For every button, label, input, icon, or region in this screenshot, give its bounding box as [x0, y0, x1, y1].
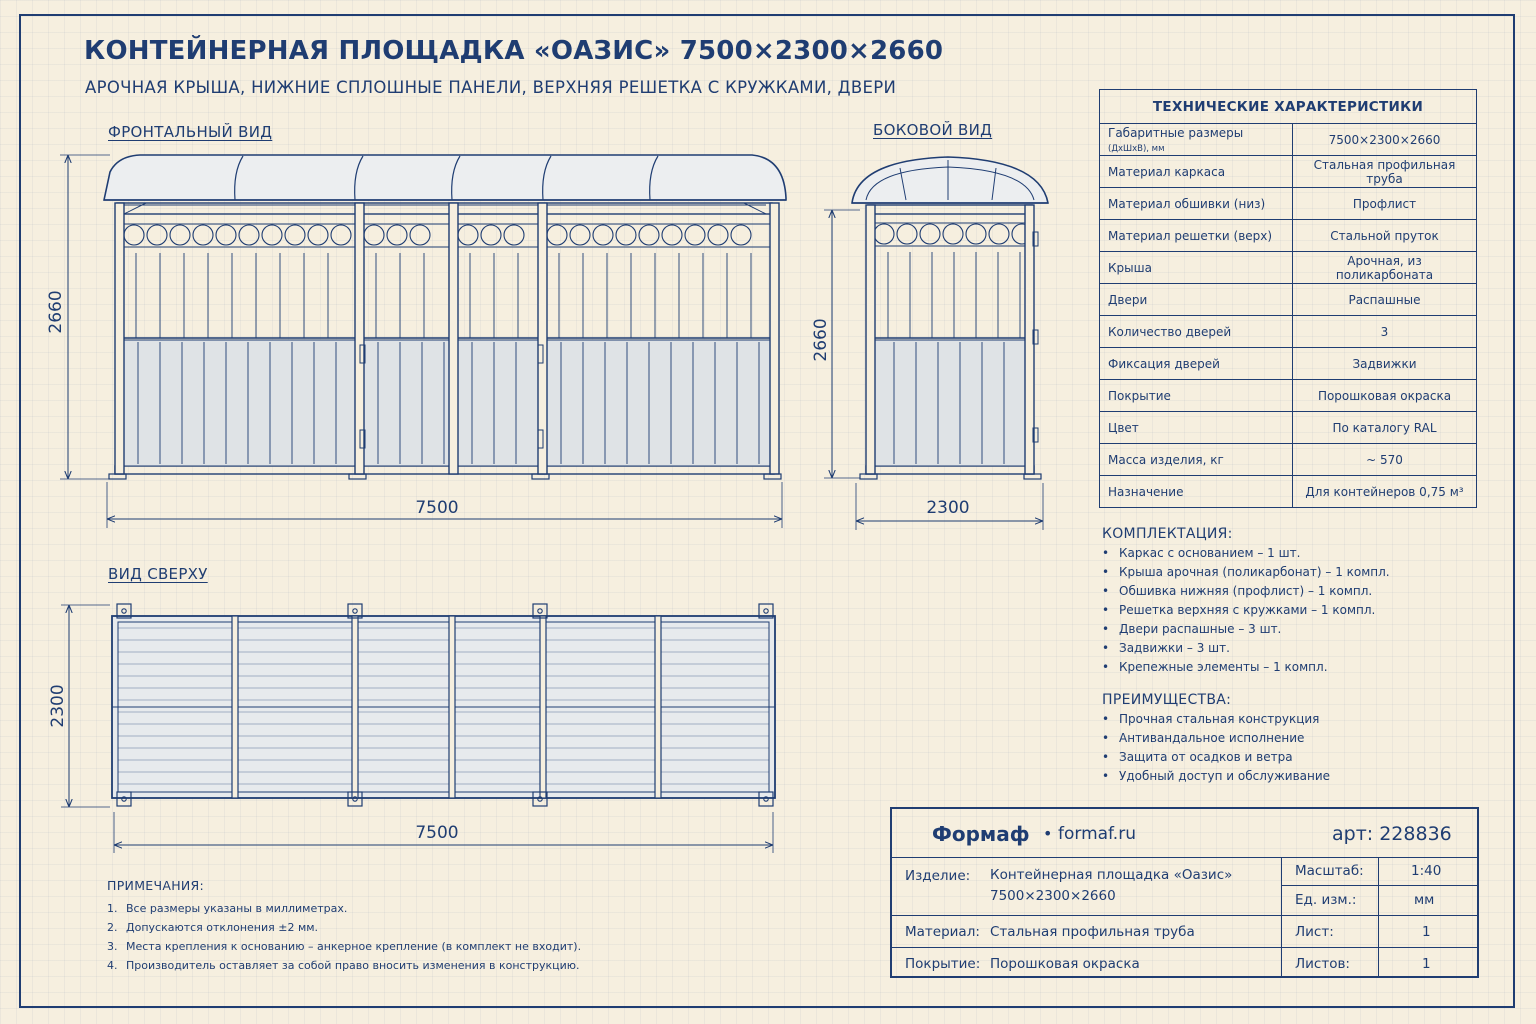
grid-line	[1281, 885, 1477, 886]
top-height-value: 2300	[48, 684, 68, 728]
note-text: Допускаются отклонения ±2 мм.	[126, 921, 319, 934]
notes-section	[107, 878, 581, 975]
spec-key-unit: (ДхШхВ), мм	[1108, 143, 1165, 154]
list-item: • Крыша арочная (поликарбонат) – 1 компл.	[1102, 563, 1390, 582]
sheets-value: 1	[1422, 956, 1431, 972]
anchor-bolt	[764, 609, 768, 613]
grille-ring	[364, 225, 384, 245]
list-item: • Двери распашные – 3 шт.	[1102, 620, 1390, 639]
grille-ring	[285, 225, 305, 245]
grille-ring	[685, 225, 705, 245]
sheet-value: 1	[1422, 924, 1431, 940]
grille-ring	[387, 225, 407, 245]
unit-label: Ед. изм.:	[1295, 892, 1357, 908]
top-view-label: ВИД СВЕРХУ	[108, 565, 208, 583]
brand-site[interactable]: formaf.ru	[1058, 824, 1136, 844]
note-number: 4.	[107, 959, 118, 972]
spec-key: Материал каркаса	[1100, 156, 1293, 188]
spec-value: Профлист	[1293, 188, 1477, 220]
note-text: Все размеры указаны в миллиметрах.	[126, 902, 348, 915]
grille-ring	[874, 224, 894, 244]
note-item	[107, 899, 581, 918]
grille-ring	[124, 225, 144, 245]
spec-key: Двери	[1100, 284, 1293, 316]
list-item: • Задвижки – 3 шт.	[1102, 639, 1390, 658]
frame-post	[770, 203, 779, 474]
front-view-label: ФРОНТАЛЬНЫЙ ВИД	[108, 123, 273, 141]
grille-ring	[920, 224, 940, 244]
foot-plate	[532, 474, 549, 479]
material-value: Стальная профильная труба	[990, 924, 1195, 940]
title-block	[890, 807, 1479, 978]
side-view-label: БОКОВОЙ ВИД	[873, 121, 993, 139]
grid-line	[892, 915, 1281, 916]
notes-title: ПРИМЕЧАНИЯ:	[107, 878, 205, 893]
sheet-label: Лист:	[1295, 924, 1334, 940]
note-number: 3.	[107, 940, 118, 953]
spec-row	[1100, 188, 1477, 220]
foot-plate	[860, 474, 877, 479]
page-title: КОНТЕЙНЕРНАЯ ПЛОЩАДКА «ОАЗИС» 7500×2300×2660	[84, 36, 944, 66]
spec-row	[1100, 412, 1477, 444]
grille-ring	[662, 225, 682, 245]
grille-ring	[547, 225, 567, 245]
roof-rib	[449, 616, 455, 798]
spec-value: ~ 570	[1293, 444, 1477, 476]
side-height-value: 2660	[811, 318, 831, 362]
list-item: • Обшивка нижняя (профлист) – 1 компл.	[1102, 582, 1390, 601]
foot-plate	[109, 474, 126, 479]
grid-line	[1281, 857, 1282, 978]
grille-ring	[504, 225, 524, 245]
grille-ring	[262, 225, 282, 245]
notes-list	[107, 899, 581, 975]
grille-ring	[593, 225, 613, 245]
front-view	[104, 155, 786, 479]
product-label: Изделие:	[905, 868, 971, 884]
spec-key: Назначение	[1100, 476, 1293, 508]
spec-row	[1100, 380, 1477, 412]
top-height-dimension	[48, 605, 110, 807]
base-beam	[866, 466, 1034, 474]
spec-value: Стальная профильная труба	[1293, 156, 1477, 188]
anchor-bolt	[122, 609, 126, 613]
spec-value: Стальной пруток	[1293, 220, 1477, 252]
anchor-bolt	[353, 609, 357, 613]
spec-key: Количество дверей	[1100, 316, 1293, 348]
spec-key: Покрытие	[1100, 380, 1293, 412]
grille-ring	[458, 225, 478, 245]
lower-panel	[875, 340, 1025, 466]
article-number: арт: 228836	[1332, 823, 1452, 845]
spec-table	[1099, 89, 1477, 508]
kit-title: КОМПЛЕКТАЦИЯ:	[1102, 526, 1233, 542]
roof-rib	[540, 616, 546, 798]
roof-rib	[655, 616, 661, 798]
spec-key	[1100, 124, 1293, 156]
spec-table-title: ТЕХНИЧЕСКИЕ ХАРАКТЕРИСТИКИ	[1100, 90, 1477, 124]
list-item: • Удобный доступ и обслуживание	[1102, 767, 1330, 786]
grid-line	[1281, 947, 1477, 948]
spec-row	[1100, 348, 1477, 380]
anchor-bolt	[538, 609, 542, 613]
scale-value: 1:40	[1411, 863, 1442, 879]
arched-roof	[852, 157, 1048, 203]
base-beam	[115, 466, 774, 474]
grille-ring	[331, 225, 351, 245]
spec-value: Распашные	[1293, 284, 1477, 316]
spec-value: Задвижки	[1293, 348, 1477, 380]
lower-panel	[124, 340, 355, 466]
front-width-value: 7500	[415, 498, 459, 518]
grille-ring	[708, 225, 728, 245]
grille-ring	[170, 225, 190, 245]
grille-ring	[147, 225, 167, 245]
grille-ring	[570, 225, 590, 245]
list-item: • Каркас с основанием – 1 шт.	[1102, 544, 1390, 563]
product-name: Контейнерная площадка «Оазис»	[990, 867, 1233, 883]
top-view	[112, 604, 775, 806]
list-item: • Решетка верхняя с кружками – 1 компл.	[1102, 601, 1390, 620]
grille-ring	[616, 225, 636, 245]
grille-ring	[410, 225, 430, 245]
page-subtitle: АРОЧНАЯ КРЫША, НИЖНИЕ СПЛОШНЫЕ ПАНЕЛИ, ВЕРХНЯЯ РЕШЕТКА С КРУЖКАМИ, ДВЕРИ	[85, 78, 897, 97]
spec-key: Материал обшивки (низ)	[1100, 188, 1293, 220]
kit-list	[1102, 544, 1390, 677]
spec-key: Цвет	[1100, 412, 1293, 444]
note-text: Места крепления к основанию – анкерное крепление (в комплект не входит).	[126, 940, 582, 953]
roof-rib	[352, 616, 358, 798]
side-view	[852, 157, 1048, 479]
unit-value: мм	[1414, 892, 1435, 908]
note-item	[107, 937, 581, 956]
sheets-label: Листов:	[1295, 956, 1350, 972]
spec-row	[1100, 284, 1477, 316]
list-item: • Защита от осадков и ветра	[1102, 748, 1330, 767]
spec-value: Арочная, из поликарбоната	[1293, 252, 1477, 284]
note-text: Производитель оставляет за собой право вносить изменения в конструкцию.	[126, 959, 580, 972]
top-beam	[868, 205, 1032, 214]
side-height-dimension	[811, 210, 860, 478]
advantages-title: ПРЕИМУЩЕСТВА:	[1102, 692, 1232, 708]
spec-value: 3	[1293, 316, 1477, 348]
grille-ring	[966, 224, 986, 244]
grille-ring	[639, 225, 659, 245]
side-width-value: 2300	[926, 498, 970, 518]
grid-line	[892, 947, 1281, 948]
grille-ring	[481, 225, 501, 245]
arched-roof	[104, 155, 786, 200]
spec-row	[1100, 316, 1477, 348]
spec-row	[1100, 444, 1477, 476]
frame-post	[866, 205, 875, 474]
spec-row	[1100, 220, 1477, 252]
advantages-list	[1102, 710, 1330, 786]
brand-separator: •	[1043, 824, 1053, 843]
grille-ring	[308, 225, 328, 245]
title-block-header	[892, 809, 1477, 858]
top-width-value: 7500	[415, 823, 459, 843]
front-height-value: 2660	[46, 290, 66, 334]
spec-value: Порошковая окраска	[1293, 380, 1477, 412]
top-width-dimension	[114, 812, 773, 853]
grille-ring	[216, 225, 236, 245]
spec-row	[1100, 156, 1477, 188]
foot-plate	[764, 474, 781, 479]
frame-post	[449, 203, 458, 474]
spec-key-text: Габаритные размеры	[1108, 125, 1244, 140]
front-width-dimension	[107, 482, 782, 528]
frame-post	[115, 203, 124, 474]
spec-key: Крыша	[1100, 252, 1293, 284]
spec-value: Для контейнеров 0,75 м³	[1293, 476, 1477, 508]
grid-line	[1281, 915, 1477, 916]
grille-ring	[239, 225, 259, 245]
note-item	[107, 918, 581, 937]
lower-panel	[458, 340, 538, 466]
roof-rib	[232, 616, 238, 798]
list-item: • Прочная стальная конструкция	[1102, 710, 1330, 729]
grille-ring	[943, 224, 963, 244]
spec-row	[1100, 124, 1477, 156]
spec-value: По каталогу RAL	[1293, 412, 1477, 444]
list-item: • Крепежные элементы – 1 компл.	[1102, 658, 1390, 677]
lower-panel	[364, 340, 449, 466]
grille-ring	[989, 224, 1009, 244]
lower-panels	[124, 340, 770, 466]
scale-label: Масштаб:	[1295, 863, 1364, 879]
list-item: • Антивандальное исполнение	[1102, 729, 1330, 748]
grille-ring	[897, 224, 917, 244]
coating-value: Порошковая окраска	[990, 956, 1140, 972]
front-height-dimension	[46, 155, 110, 479]
side-width-dimension	[856, 483, 1043, 530]
note-item	[107, 956, 581, 975]
material-label: Материал:	[905, 924, 980, 940]
foot-plate	[349, 474, 366, 479]
note-number: 2.	[107, 921, 118, 934]
grille-ring	[193, 225, 213, 245]
note-number: 1.	[107, 902, 118, 915]
grid-line	[1378, 857, 1379, 978]
coating-label: Покрытие:	[905, 956, 981, 972]
spec-key: Материал решетки (верх)	[1100, 220, 1293, 252]
spec-row	[1100, 252, 1477, 284]
spec-value: 7500×2300×2660	[1293, 124, 1477, 156]
brand-name: Формаф	[932, 822, 1030, 846]
spec-key: Масса изделия, кг	[1100, 444, 1293, 476]
grille-ring	[731, 225, 751, 245]
foot-plate	[1024, 474, 1041, 479]
spec-row	[1100, 476, 1477, 508]
spec-key: Фиксация дверей	[1100, 348, 1293, 380]
product-size: 7500×2300×2660	[990, 888, 1116, 904]
